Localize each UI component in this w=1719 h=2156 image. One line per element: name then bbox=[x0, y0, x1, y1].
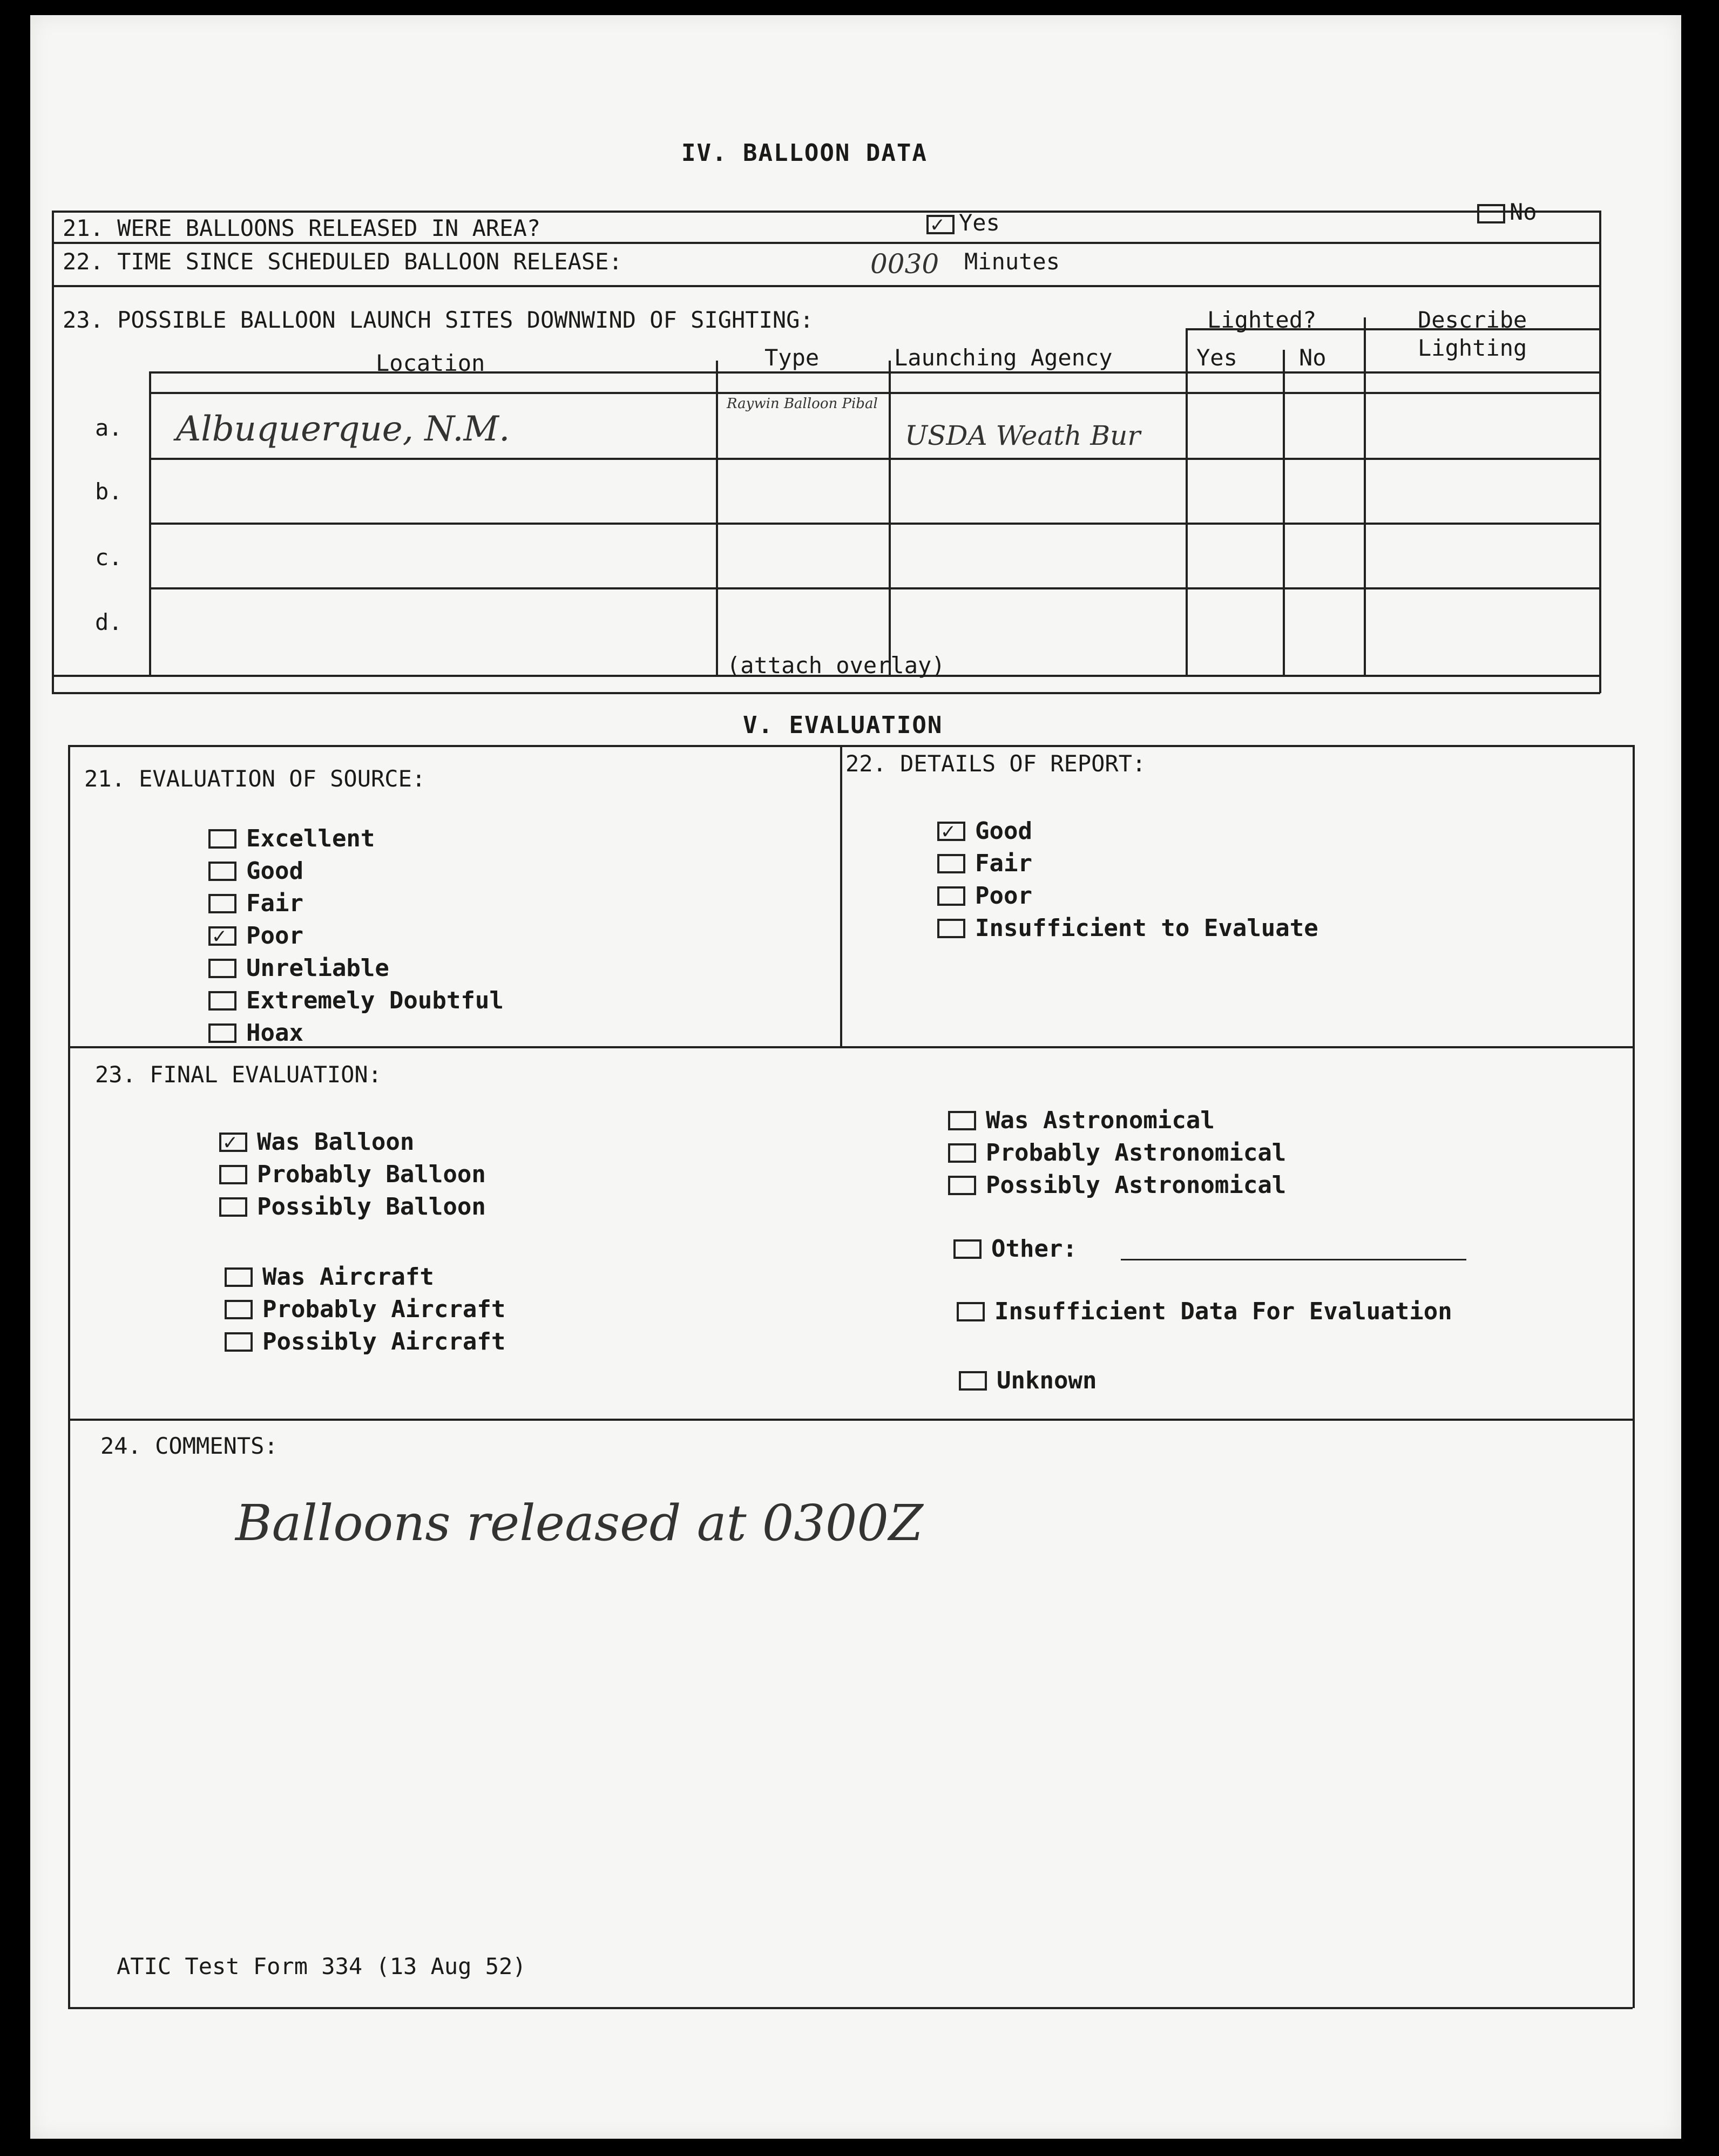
section-iv-left-rule bbox=[52, 211, 54, 693]
row-label: a. bbox=[95, 415, 123, 441]
q22-label: 22. TIME SINCE SCHEDULED BALLOON RELEASE: bbox=[63, 248, 622, 275]
row-a-bottom-rule bbox=[149, 458, 1600, 460]
overlay-note: (attach overlay) bbox=[727, 652, 945, 679]
form-footer: ATIC Test Form 334 (13 Aug 52) bbox=[117, 1953, 526, 1979]
agency-header: Launching Agency bbox=[894, 344, 1113, 371]
top-rule bbox=[52, 211, 1600, 213]
type-header: Type bbox=[764, 344, 820, 371]
q23-final-label: 23. FINAL EVALUATION: bbox=[95, 1061, 382, 1088]
other-input-line[interactable] bbox=[1121, 1259, 1466, 1260]
table-header-top-rule bbox=[149, 371, 1600, 374]
table-left-rule bbox=[149, 371, 151, 675]
row-c-bottom-rule bbox=[149, 587, 1600, 589]
q22-details-label: 22. DETAILS OF REPORT: bbox=[845, 750, 1146, 777]
q24-comments-label: 24. COMMENTS: bbox=[100, 1433, 278, 1459]
location-header: Location bbox=[376, 350, 485, 376]
lighted-no-column-rule bbox=[1283, 350, 1285, 675]
comments-top-rule bbox=[68, 1419, 1633, 1421]
section-v-right-rule bbox=[1633, 745, 1635, 2008]
section-v-left-rule bbox=[68, 745, 70, 2008]
lighting-header: Lighting bbox=[1418, 335, 1527, 361]
lighted-yes-header: Yes bbox=[1196, 344, 1237, 371]
table-header-bottom-rule bbox=[149, 392, 1600, 394]
q22-minutes-value: 0030 bbox=[870, 248, 939, 280]
rule-q23 bbox=[52, 285, 1600, 287]
section-v-middle-rule bbox=[840, 745, 842, 1047]
q21-no-label: No bbox=[1510, 199, 1537, 225]
q21-yes-label: Yes bbox=[959, 209, 1000, 236]
row-label: b. bbox=[95, 478, 123, 505]
row-b-bottom-rule bbox=[149, 523, 1600, 525]
form-page: IV. BALLOON DATA 21. WERE BALLOONS RELEASED IN AREA? ✓ Yes No 22. TIME SINCE SCHEDULED BALLOON RELEASE: 0030 Minutes 23. POSSIBLE BALLOON LAUNCH SITES DOWNWIND OF SIGHTING: Location Type Launching Agency Lighted? Yes No Describe Lighting a. b. c. d. Albuquerque, N.M. Raywin Balloon Pibal USDA Weath Bur (attach overlay) V. EVALUATION 21. EVALUATION OF SOURCE: Excellent Good Fair ✓ Poor Unreliable Extremely Doubtful Hoax 22. DETAILS OF REPORT: ✓ Good Fair Poor Insufficient to Evaluate 23. FINAL EVALUATION: ✓ Was Balloon Probably Balloon Possibly Balloon Was Aircraft Probably Aircraft Possibly Aircraft Was Astronomical Probably Astronomical Possibly Astronomical Other: Insufficient Data For Evaluation Unknown 24. COMMENTS: Balloons released at 0300Z ATIC Test Form 334 (13 Aug 52) bbox=[30, 15, 1681, 2139]
row-a-type: Raywin Balloon Pibal bbox=[727, 396, 878, 412]
row-label: d. bbox=[95, 609, 123, 635]
section-iv-bottom-rule bbox=[52, 692, 1600, 694]
q21-no-checkbox[interactable] bbox=[1477, 204, 1505, 223]
describe-header: Describe bbox=[1418, 307, 1527, 333]
section-iv-right-rule bbox=[1599, 211, 1601, 693]
row-a-agency: USDA Weath Bur bbox=[905, 420, 1141, 451]
row-label: c. bbox=[95, 544, 123, 571]
comment-text: Balloons released at 0300Z bbox=[235, 1494, 923, 1552]
describe-column-rule bbox=[1364, 317, 1366, 675]
section-iv-title: IV. BALLOON DATA bbox=[681, 139, 928, 167]
q21-source-label: 21. EVALUATION OF SOURCE: bbox=[84, 765, 426, 792]
q23-label: 23. POSSIBLE BALLOON LAUNCH SITES DOWNWIND OF SIGHTING: bbox=[63, 307, 814, 333]
type-column-rule bbox=[716, 361, 718, 675]
agency-column-rule bbox=[889, 361, 891, 675]
section-v-bottom-rule bbox=[68, 2007, 1633, 2009]
lighted-no-header: No bbox=[1299, 344, 1327, 371]
section-v-top-rule bbox=[68, 745, 1633, 747]
section-v-title: V. EVALUATION bbox=[743, 711, 943, 739]
q21-label: 21. WERE BALLOONS RELEASED IN AREA? bbox=[63, 215, 541, 241]
rule-q22 bbox=[52, 242, 1600, 244]
q22-unit: Minutes bbox=[964, 248, 1060, 275]
q21-yes-checkbox[interactable]: ✓ bbox=[926, 215, 955, 234]
row-a-location: Albuquerque, N.M. bbox=[176, 409, 510, 449]
lighted-yes-column-rule bbox=[1186, 328, 1188, 675]
lighted-header: Lighted? bbox=[1207, 307, 1317, 333]
